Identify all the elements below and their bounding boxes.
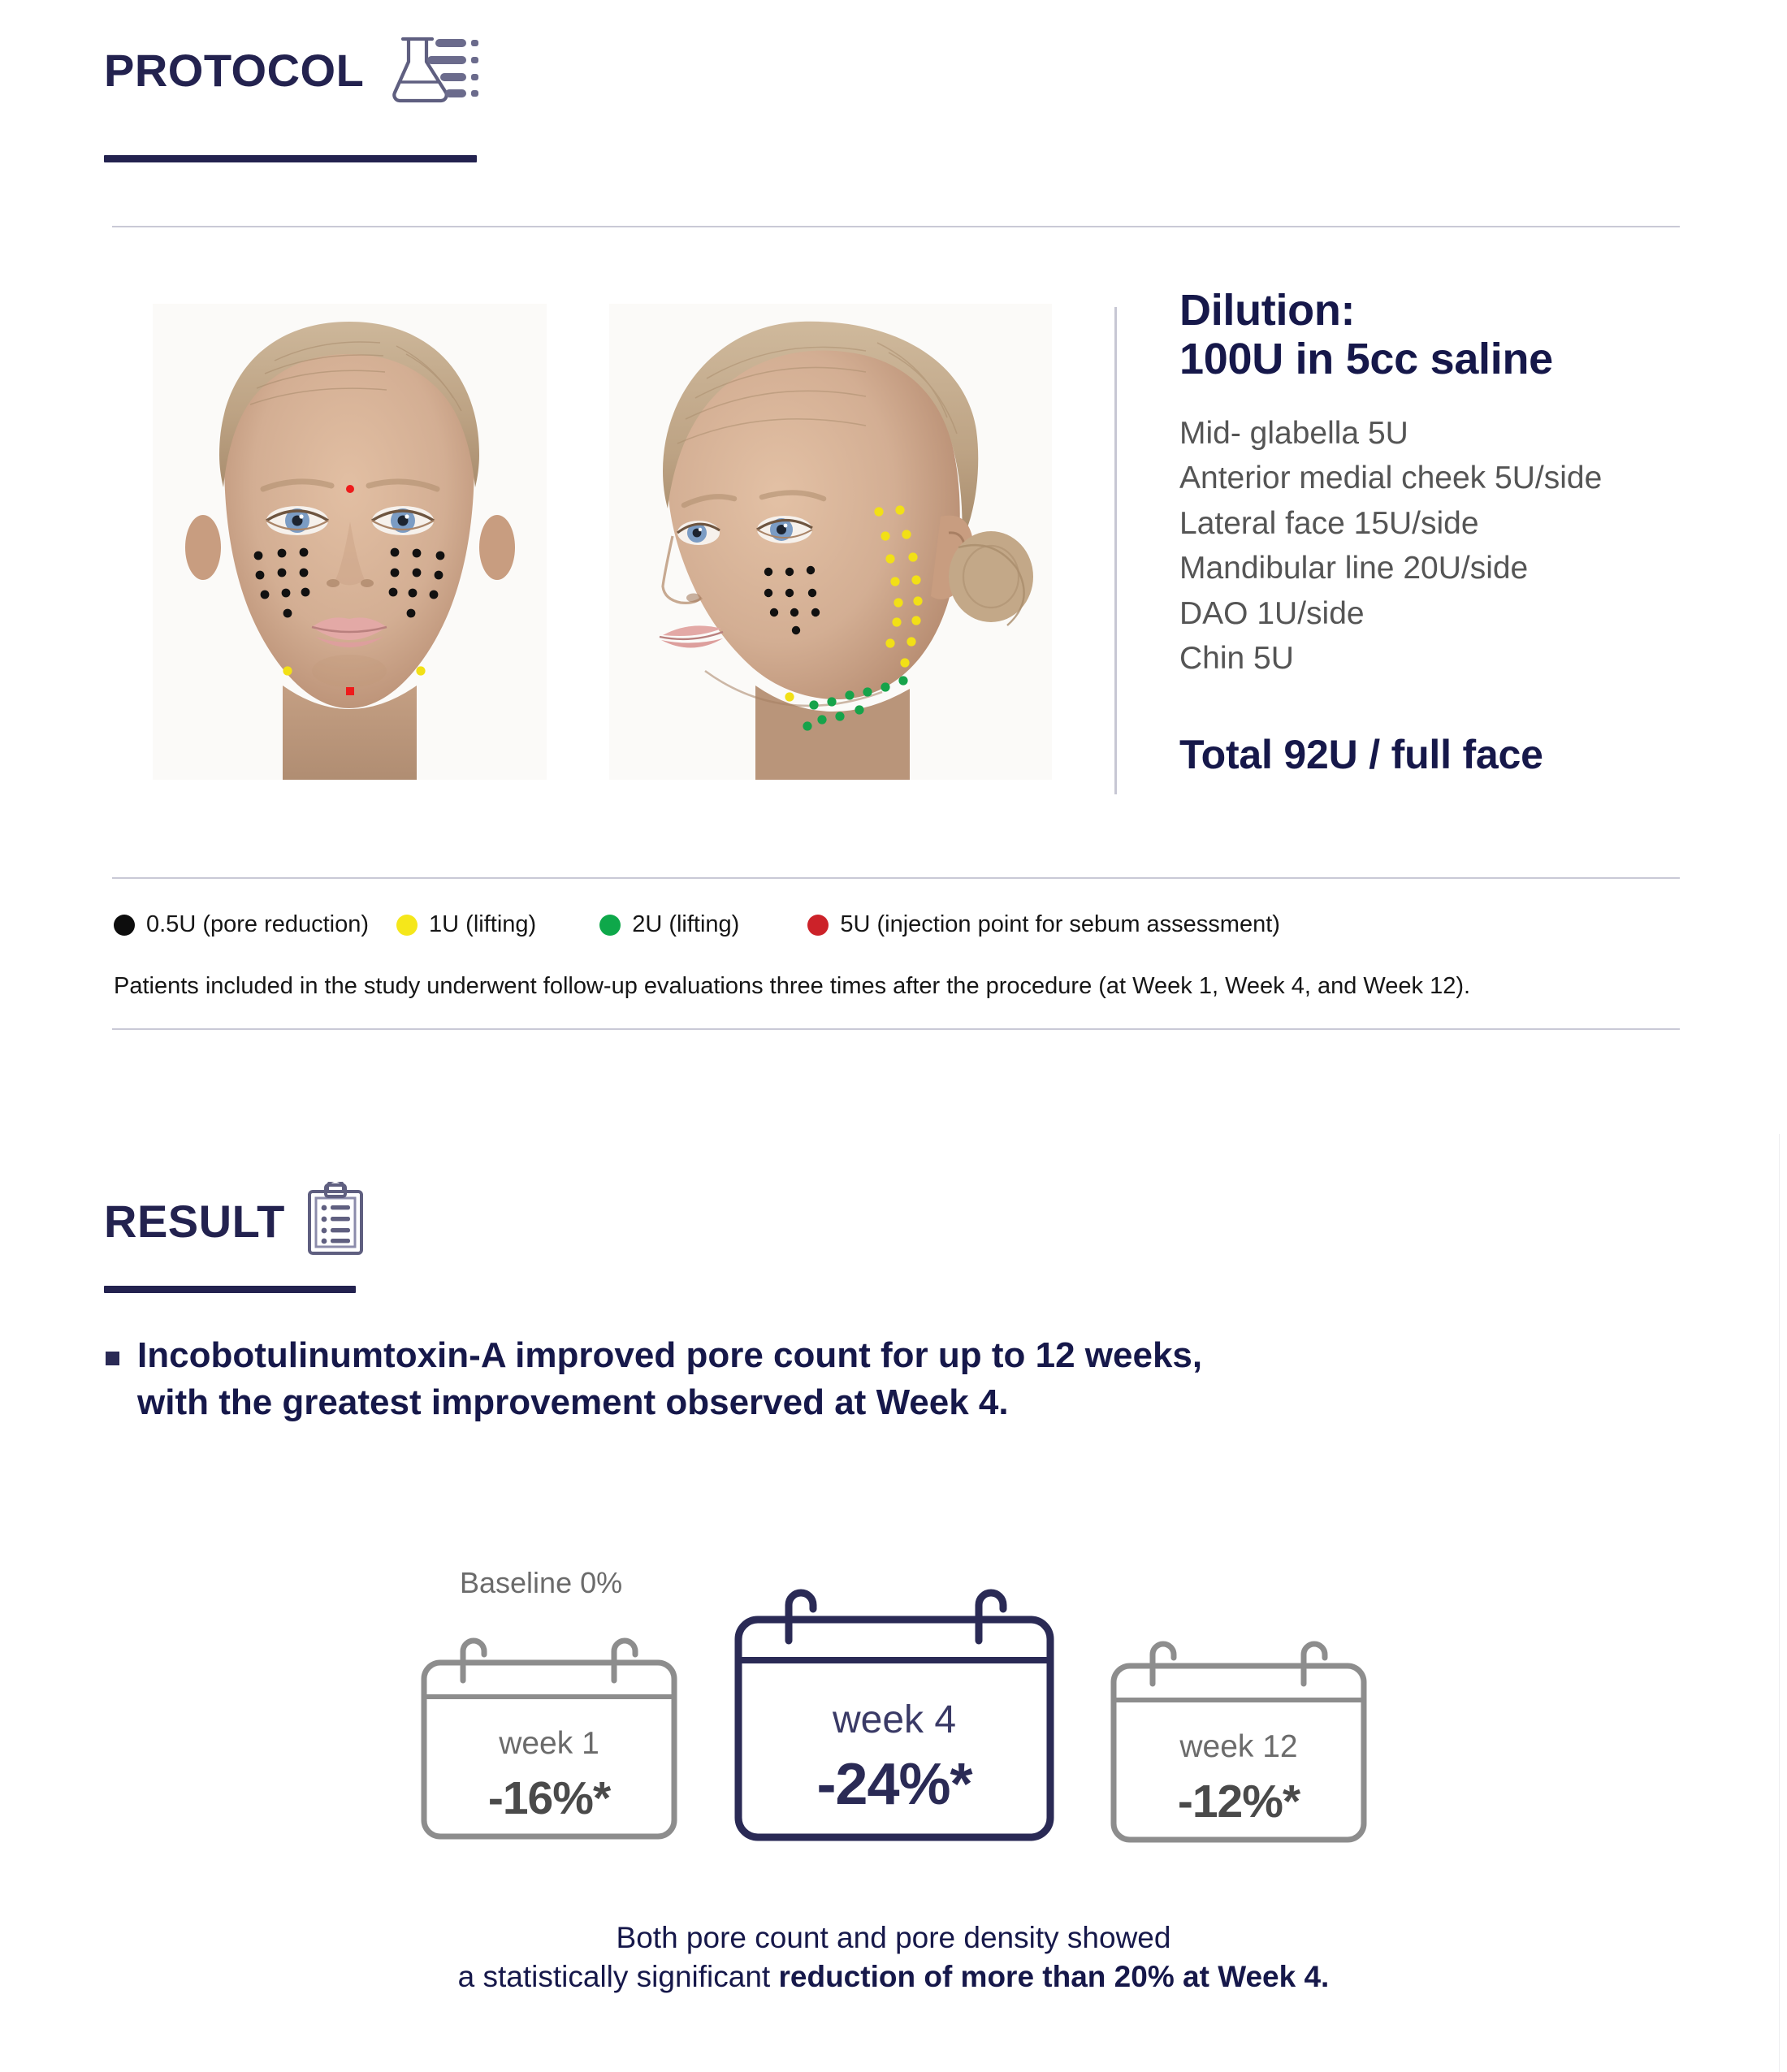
caption-line-1: Both pore count and pore density showed (616, 1921, 1171, 1954)
bullet-line-1: Incobotulinumtoxin-A improved pore count for up to 12 weeks, (137, 1335, 1203, 1375)
calendar-week-value: -12%* (1177, 1776, 1300, 1828)
dilution-item: Anterior medial cheek 5U/side (1179, 461, 1603, 496)
caption-line-2-plain: a statistically significant (457, 1960, 779, 1994)
calendar-week-label: week 1 (499, 1726, 599, 1761)
result-caption (0, 1918, 1787, 1996)
calendar-week-value: -16%* (487, 1772, 611, 1824)
calendar-week-label: week 12 (1179, 1729, 1298, 1764)
dilution-title-line1: Dilution: (1179, 286, 1356, 335)
calendar-card-week-1[interactable] (411, 1627, 687, 1846)
dilution-item: Chin 5U (1179, 640, 1294, 676)
followup-note: Patients included in the study underwent follow-up evaluations three times after the procedure (at Week 1, Week 4, and Week 12). (114, 973, 1471, 999)
bullet-line-2: with the greatest improvement observed at Week 4. (137, 1382, 1009, 1423)
baseline-label: Baseline 0% (460, 1566, 623, 1599)
calendar-card-week-4[interactable] (724, 1574, 1065, 1850)
calendar-card-week-12[interactable] (1101, 1630, 1377, 1849)
protocol-title: PROTOCOL (104, 44, 365, 96)
calendar-week-label: week 4 (832, 1698, 957, 1741)
dilution-item: Mandibular line 20U/side (1179, 551, 1529, 586)
caption-line-2-bold: reduction of more than 20% at Week 4. (778, 1960, 1330, 1994)
legend-label: 2U (lifting) (632, 911, 740, 937)
result-title: RESULT (104, 1195, 285, 1247)
caption-line-2 (0, 1957, 1787, 1996)
legend-label: 5U (injection point for sebum assessment) (840, 911, 1280, 937)
dilution-item: DAO 1U/side (1179, 595, 1365, 631)
legend-label: 0.5U (pore reduction) (146, 911, 370, 937)
dilution-total: Total 92U / full face (1179, 732, 1543, 777)
dilution-title-line2: 100U in 5cc saline (1179, 335, 1553, 384)
legend-label: 1U (lifting) (429, 911, 537, 937)
dilution-item: Lateral face 15U/side (1179, 505, 1479, 541)
dilution-item: Mid- glabella 5U (1179, 416, 1408, 451)
calendar-week-value: -24%* (816, 1752, 972, 1817)
